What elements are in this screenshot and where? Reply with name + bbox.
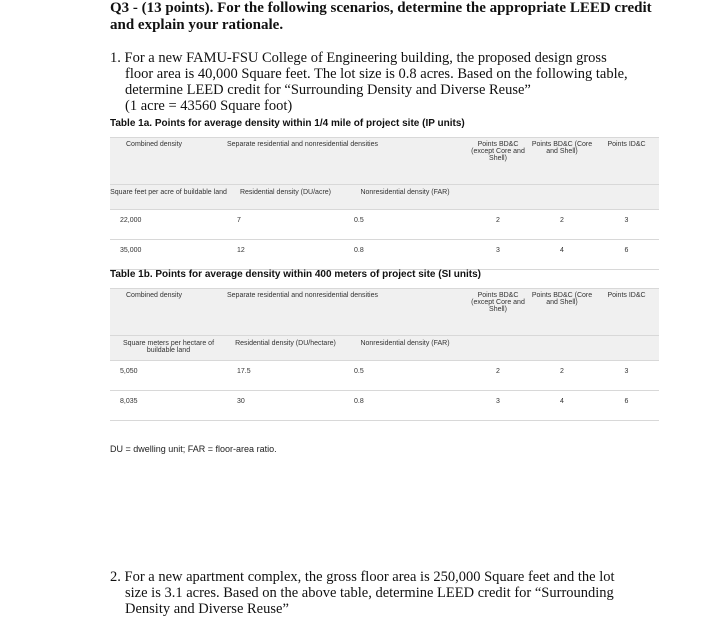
table-1a-caption: Table 1a. Points for average density within 1/4 mile of project site (IP units) <box>110 118 465 129</box>
separate-densities-header: Separate residential and nonresidential densities <box>227 289 466 336</box>
combined-cell: 5,050 <box>110 361 227 391</box>
points-cell: 3 <box>466 240 530 270</box>
q1-line-1: 1. For a new FAMU-FSU College of Engineering building, the proposed design gross <box>110 50 607 66</box>
q1-line-2: floor area is 40,000 Square feet. The lot size is 0.8 acres. Based on the following table, <box>125 66 628 82</box>
area-unit-header: Square feet per acre of buildable land <box>110 185 227 210</box>
points-cell: 2 <box>466 210 530 240</box>
table-1a <box>110 137 659 270</box>
q1-line-4: (1 acre = 43560 Square foot) <box>125 98 293 114</box>
points-cell: 2 <box>530 361 594 391</box>
points-cell: 3 <box>594 361 659 391</box>
question-1 <box>110 50 670 114</box>
residential-density-header: Residential density (DU/hectare) <box>227 336 344 361</box>
nonresidential-density-header: Nonresidential density (FAR) <box>344 185 466 210</box>
table-row <box>110 210 659 240</box>
q2-line-1: 2. For a new apartment complex, the gross floor area is 250,000 Square feet and the lot <box>110 569 615 585</box>
residential-density-header: Residential density (DU/acre) <box>227 185 344 210</box>
points-bdc-except-header: Points BD&C (except Core and Shell) <box>466 138 530 185</box>
residential-cell: 7 <box>227 210 344 240</box>
residential-cell: 12 <box>227 240 344 270</box>
points-cell: 4 <box>530 240 594 270</box>
residential-cell: 30 <box>227 391 344 421</box>
points-cell: 6 <box>594 391 659 421</box>
nonresidential-density-header: Nonresidential density (FAR) <box>344 336 466 361</box>
table-1b-header-row <box>110 289 659 336</box>
points-cell: 6 <box>594 240 659 270</box>
combined-cell: 22,000 <box>110 210 227 240</box>
points-idc-header: Points ID&C <box>594 138 659 185</box>
points-cell: 2 <box>466 361 530 391</box>
combined-cell: 8,035 <box>110 391 227 421</box>
table-1b-subheader-row <box>110 336 659 361</box>
table-1a-subheader-row <box>110 185 659 210</box>
points-bdc-except-header: Points BD&C (except Core and Shell) <box>466 289 530 336</box>
points-cell: 2 <box>530 210 594 240</box>
nonresidential-cell: 0.5 <box>344 361 466 391</box>
area-unit-header: Square meters per hectare of buildable land <box>110 336 227 361</box>
nonresidential-cell: 0.5 <box>344 210 466 240</box>
points-cell: 3 <box>466 391 530 421</box>
question-2 <box>110 569 670 617</box>
table-row <box>110 361 659 391</box>
q1-line-3: determine LEED credit for “Surrounding Density and Diverse Reuse” <box>125 82 531 98</box>
table-1b-caption: Table 1b. Points for average density within 400 meters of project site (SI units) <box>110 269 482 280</box>
combined-density-header: Combined density <box>110 289 227 336</box>
points-cell: 4 <box>530 391 594 421</box>
points-bdc-core-header: Points BD&C (Core and Shell) <box>530 289 594 336</box>
combined-cell: 35,000 <box>110 240 227 270</box>
q2-line-3: Density and Diverse Reuse” <box>125 601 289 617</box>
nonresidential-cell: 0.8 <box>344 240 466 270</box>
q2-line-2: size is 3.1 acres. Based on the above table, determine LEED credit for “Surrounding <box>125 585 614 601</box>
table-row <box>110 391 659 421</box>
combined-density-header: Combined density <box>110 138 227 185</box>
points-bdc-core-header: Points BD&C (Core and Shell) <box>530 138 594 185</box>
table-row <box>110 240 659 270</box>
points-cell: 3 <box>594 210 659 240</box>
question-heading: Q3 - (13 points). For the following scenarios, determine the appropriate LEED credit and explain your rationale. <box>110 0 652 33</box>
nonresidential-cell: 0.8 <box>344 391 466 421</box>
separate-densities-header: Separate residential and nonresidential densities <box>227 138 466 185</box>
points-idc-header: Points ID&C <box>594 289 659 336</box>
table-1a-header-row <box>110 138 659 185</box>
table-1b <box>110 288 659 421</box>
table-footnote: DU = dwelling unit; FAR = floor-area ratio. <box>110 444 277 454</box>
residential-cell: 17.5 <box>227 361 344 391</box>
